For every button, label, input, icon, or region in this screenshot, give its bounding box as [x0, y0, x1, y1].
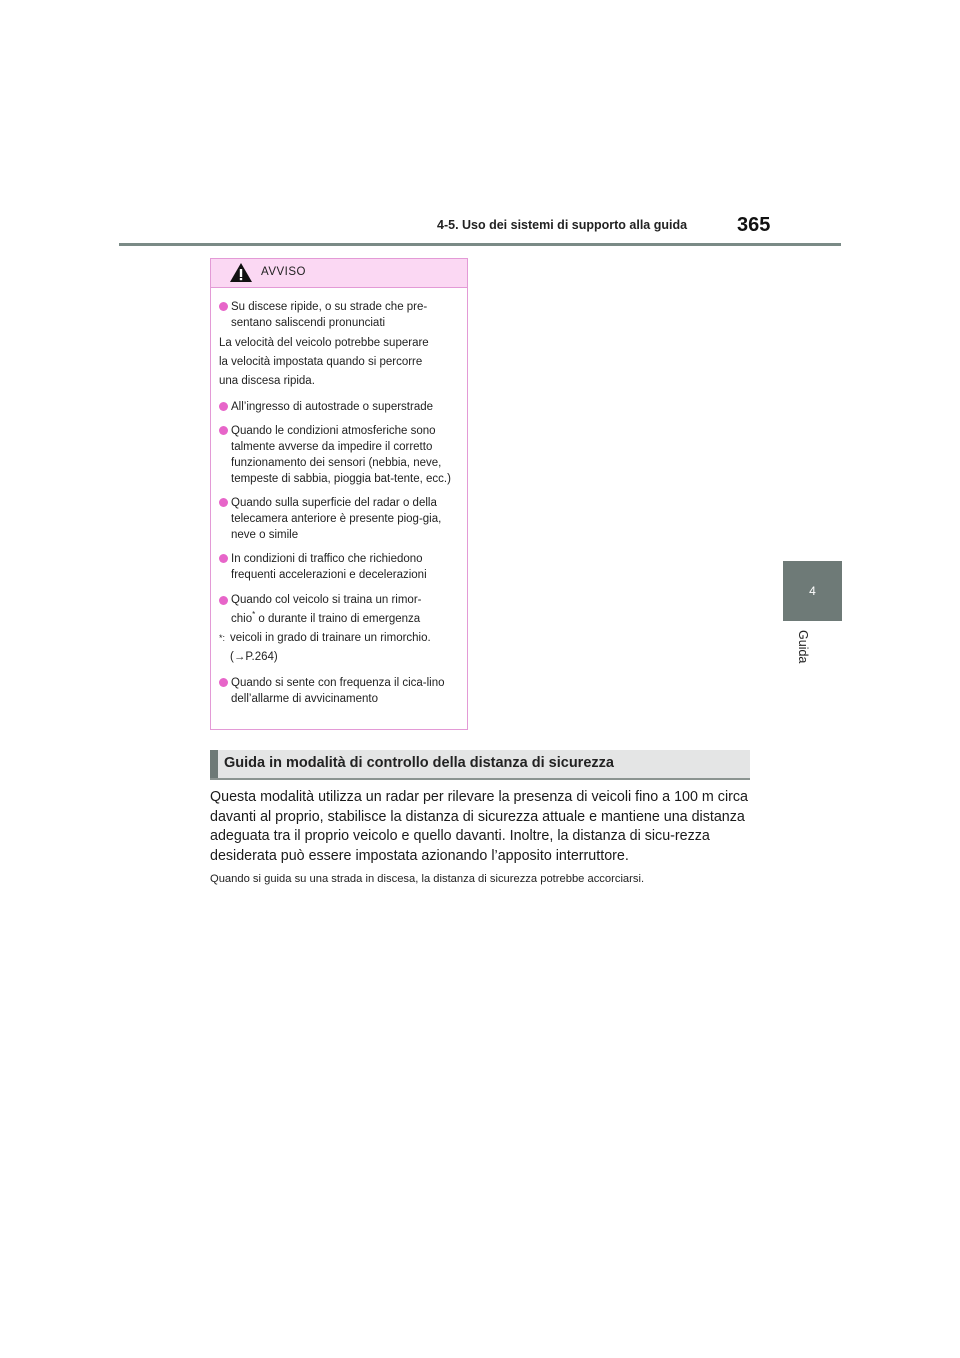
warning-item: Quando sulla superficie del radar o della telecamera anteriore è presente piog-gia, neve o simile [219, 495, 457, 543]
body-note: Quando si guida su una strada in discesa, la distanza di sicurezza potrebbe accorciarsi. [210, 873, 645, 885]
warning-triangle-icon [229, 262, 253, 283]
header-rule [119, 243, 841, 246]
warning-title: AVVISO [261, 266, 306, 278]
footnote-star: * [252, 610, 256, 620]
page-number: 365 [737, 214, 771, 236]
warning-item: Quando le condizioni atmosferiche sono talmente avverse da impedire il corretto funzionamento dei sensori (nebbia, neve, tempeste di sabbia, pioggia bat-tente, ecc.) [219, 423, 457, 487]
page-reference-link[interactable]: (→P.264) [230, 651, 278, 663]
footnote-mark: *: [219, 633, 226, 643]
footnote [219, 629, 457, 667]
bullet-dot-icon [219, 596, 228, 605]
bullet-dot-icon [219, 554, 228, 563]
section-title: Guida in modalità di controllo della distanza di sicurezza [224, 755, 614, 771]
chapter-label: Guida [796, 630, 810, 664]
warning-paragraph: la velocità impostata quando si percorre [219, 356, 423, 368]
bullet-dot-icon [219, 498, 228, 507]
warning-box [210, 258, 468, 730]
warning-body [211, 288, 467, 707]
warning-item: In condizioni di traffico che richiedono frequenti accelerazioni e decelerazioni [219, 551, 457, 583]
chapter-number: 4 [809, 584, 816, 598]
body-paragraph: Questa modalità utilizza un radar per rilevare la presenza di veicoli fino a 100 m circa davanti al proprio, stabilisce la distanza di sicurezza attuale e mantiene una distanza adeguata tra il proprio veicolo e quello davanti. Inoltre, la distanza di sicu-rezza desiderata può essere impostata azionando l’apposito interruttore. [210, 789, 748, 864]
bullet-dot-icon [219, 426, 228, 435]
warning-paragraph: una discesa ripida. [219, 375, 315, 387]
warning-item-towing: Quando col veicolo si traina un rimor- chio* o durante il traino di emergenza [219, 591, 457, 629]
bullet-dot-icon [219, 302, 228, 311]
header-section-title: 4-5. Uso dei sistemi di supporto alla guida [437, 218, 688, 232]
warning-item: Quando si sente con frequenza il cica-lino dell’allarme di avvicinamento [219, 675, 457, 707]
bullet-dot-icon [219, 678, 228, 687]
warning-paragraph: La velocità del veicolo potrebbe superare [219, 337, 429, 349]
chapter-tab [783, 561, 842, 621]
bullet-dot-icon [219, 402, 228, 411]
warning-item: Su discese ripide, o su strade che pre-sentano saliscendi pronunciati [219, 299, 457, 331]
warning-header [211, 259, 467, 288]
warning-item: All’ingresso di autostrade o superstrade [219, 399, 457, 415]
section-heading-bar [210, 750, 750, 780]
footnote-text: veicoli in grado di trainare un rimorchio. [230, 632, 431, 644]
section-accent [210, 750, 218, 778]
